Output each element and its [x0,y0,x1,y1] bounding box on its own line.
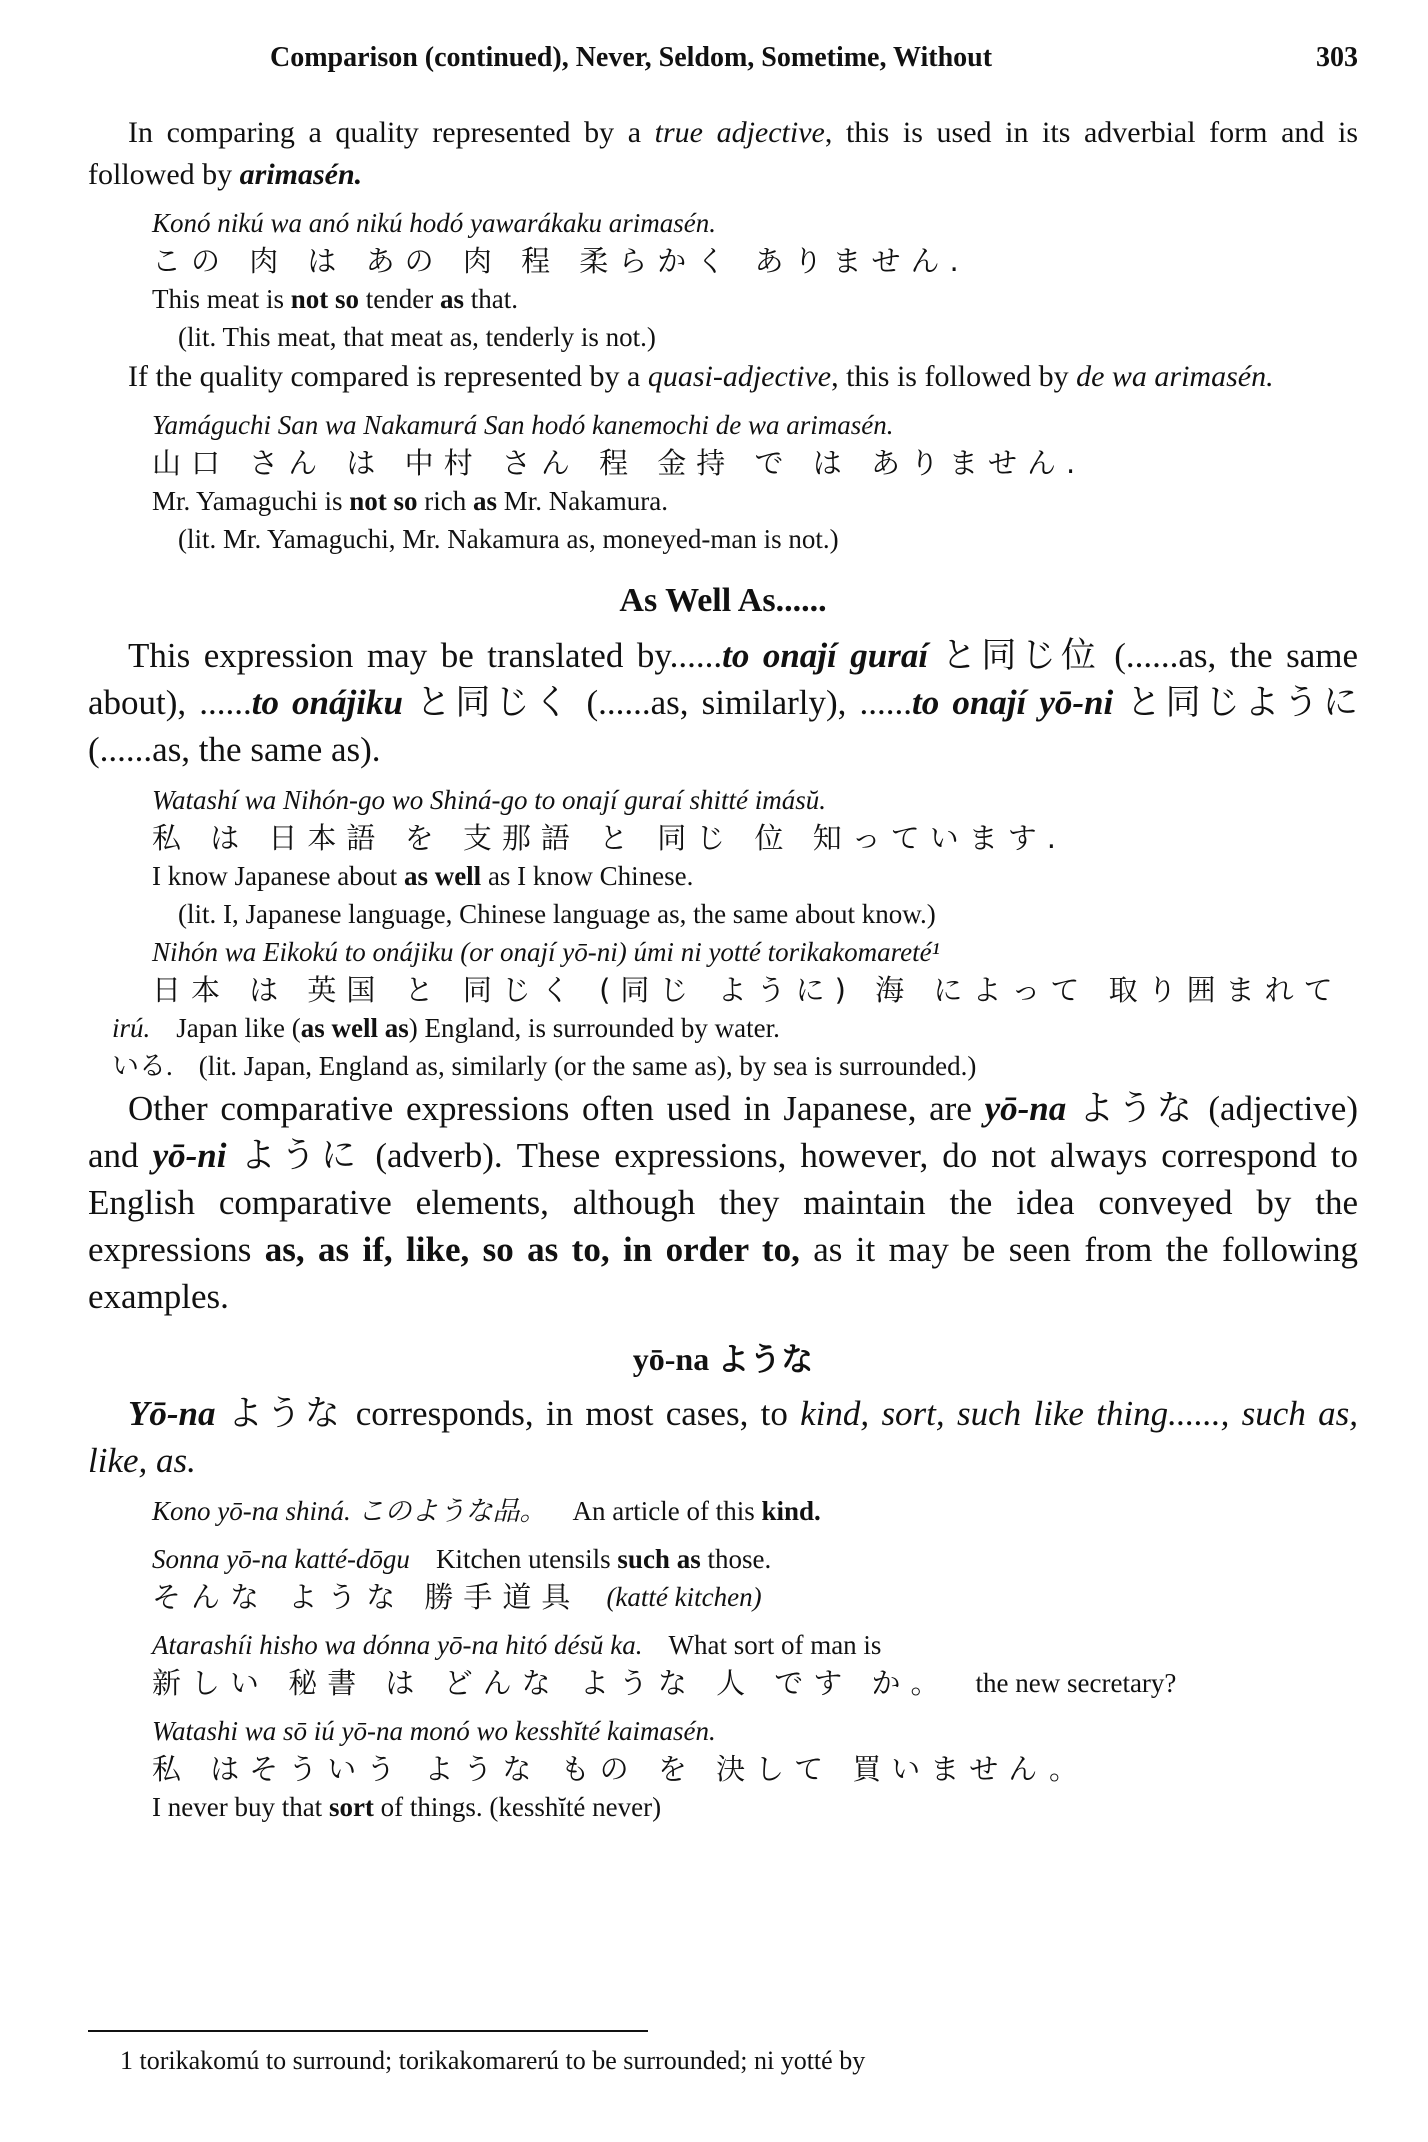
text: those. [700,1544,772,1574]
section-heading: As Well As...... [619,582,827,619]
example-block [152,1492,1358,1826]
bold-text: such as [617,1544,701,1574]
paragraph-quasi-adjective [88,356,1358,398]
japanese-line: この 肉 は あの 肉 程 柔らかく ありません. [152,244,969,278]
spacer [152,1530,1358,1540]
note: (katté kitchen) [606,1582,762,1612]
example-block [152,406,1358,558]
romaji-line: Atarashíi hisho wa dónna yō-na hitó désŭ ka. [152,1630,643,1660]
translation-line: the new secretary? [975,1668,1177,1698]
text: ) England, is surrounded by water. [408,1013,780,1043]
example-line [152,1540,1358,1578]
header-title: Comparison (continued), Never, Seldom, Sometime, Without [270,42,993,73]
romaji-line: Yamáguchi San wa Nakamurá San hodó kanemochi de wa arimasén. [152,410,894,440]
text: of things. (kesshĭté never) [373,1792,662,1822]
paragraph-true-adjective [88,112,1358,196]
text: rich [417,486,474,516]
text: This meat is [152,284,291,314]
keyword: to onájiku [251,683,403,722]
japanese-line: 私 は 日本語 を 支那語 と 同じ 位 知っています. [152,821,1066,855]
translation-line: What sort of man is [668,1630,882,1660]
paragraph-as-well-as [88,632,1358,773]
text: (lit. Japan, England as, similarly (or the same as), by sea is surrounded.) [198,1051,977,1081]
romaji-line: Kono yō-na shiná. このような品。 [152,1496,547,1526]
text: I never buy that [152,1792,329,1822]
bold-text: not so [290,284,359,314]
example-line [152,1492,1358,1530]
japanese-line: 私 はそういう ような もの を 決して 買いません。 [152,1752,1089,1786]
example-line [152,1664,1358,1702]
romaji-line: Watashi wa sō iú yō-na monó wo kesshĭté kaimasén. [152,1716,716,1746]
text: ような corresponds, in most cases, to [215,1394,801,1433]
romaji-line: Konó nikú wa anó nikú hodó yawarákaku arimasén. [152,208,716,238]
footnote-rule [88,2030,648,2032]
translation-line [152,857,1358,895]
emphasis: true adjective [654,116,825,149]
text: tender [359,284,440,314]
literal-line: (lit. This meat, that meat as, tenderly is not.) [178,322,656,352]
example-block [152,204,1358,356]
bold-text: as, as if, like, so as to, in order to, [264,1230,800,1269]
paragraph-yo-na [88,1390,1358,1484]
text [176,1009,780,1047]
translation-line [112,1009,1358,1047]
bold-text: not so [349,486,418,516]
text: This expression may be translated by...... [128,636,723,675]
text: that. [463,284,518,314]
translation-line [573,1492,821,1530]
text: , this is followed by [831,360,1077,393]
bold-text: sort [328,1792,374,1822]
page-body [88,112,1358,1826]
keyword: de wa arimasén. [1076,360,1274,393]
text: いる. [112,1051,173,1081]
running-header [270,42,1358,74]
text: Mr. Nakamura. [497,486,668,516]
text: irú. [112,1013,151,1043]
literal-line: (lit. Mr. Yamaguchi, Mr. Nakamura as, moneyed-man is not.) [178,524,839,554]
text: In comparing a quality represented by a [128,116,655,149]
bold-text: as [473,486,498,516]
keyword: to onají yō-ni [912,683,1114,722]
paragraph-other-expressions [88,1085,1358,1320]
text: , this is used in its adverbial form and is followed by [88,116,1359,191]
example-line [152,1578,1358,1616]
keyword: to onají guraí [722,636,929,675]
text: as it may be seen from the following examples. [88,1230,1359,1316]
text: と同じく (......as, similarly), ...... [402,683,913,722]
translation-line [436,1540,771,1578]
text: I know Japanese about [152,861,404,891]
text: ように (adverb). These expressions, however, do not always correspond to English comparative elements, although they maintain the idea conveyed by the expressions [88,1136,1358,1269]
japanese-line: そんな ような 勝手道具 [152,1580,581,1614]
translation-line [152,1788,1358,1826]
example-line [152,1626,1358,1664]
text: Kitchen utensils [435,1544,618,1574]
text: Japan like ( [176,1013,301,1043]
romaji-line: Sonna yō-na katté-dōgu [152,1544,410,1574]
spacer [152,1616,1358,1626]
literal-line [112,1047,1358,1085]
literal-line: (lit. I, Japanese language, Chinese language as, the same about know.) [178,899,936,929]
japanese-line: 新しい 秘書 は どんな ような 人 です か。 [152,1666,950,1700]
romaji-line: Nihón wa Eikokú to onájiku (or onají yō-ni) úmi ni yotté torikakomareté¹ [152,937,940,967]
text: An article of this [572,1496,762,1526]
keyword: yō-ni [152,1136,227,1175]
example-block [112,933,1358,1085]
emphasis: quasi-adjective [647,360,832,393]
text: If the quality compared is represented by a [128,360,648,393]
translation-line [152,482,1358,520]
subsection-heading: yō-na ような [632,1341,814,1377]
japanese-line: 山口 さん は 中村 さん 程 金持 で は ありません. [152,446,1086,480]
page-number: 303 [1316,42,1358,73]
text: と同じ位 (......as, the same about), ...... [88,636,1358,722]
text: as I know Chinese. [481,861,694,891]
romaji-line: Watashí wa Nihón-go wo Shiná-go to onají guraí shitté imásŭ. [152,785,827,815]
spacer [152,1702,1358,1712]
bold-text: as well [403,861,482,891]
bold-text: as [439,284,464,314]
bold-text: kind. [761,1496,821,1526]
japanese-line: 日本 は 英国 と 同じく (同じ ように) 海 によって 取り囲まれて [152,973,1343,1007]
text: Mr. Yamaguchi is [152,486,350,516]
translation-line [152,280,1358,318]
keyword: arimasén. [239,158,363,191]
footnote: 1 torikakomú to surround; torikakomarerú to be surrounded; ni yotté by [120,2046,866,2075]
text: Other comparative expressions often used in Japanese, are [128,1089,985,1128]
keyword: yō-na [984,1089,1067,1128]
example-block [152,781,1358,933]
bold-text: as well as [300,1013,409,1043]
text: ような (adjective) and [88,1089,1358,1175]
emphasis: kind, sort, such like thing......, such as, like, as. [88,1394,1359,1480]
keyword: Yō-na [128,1394,216,1433]
text: と同じように (......as, the same as). [88,683,1358,769]
